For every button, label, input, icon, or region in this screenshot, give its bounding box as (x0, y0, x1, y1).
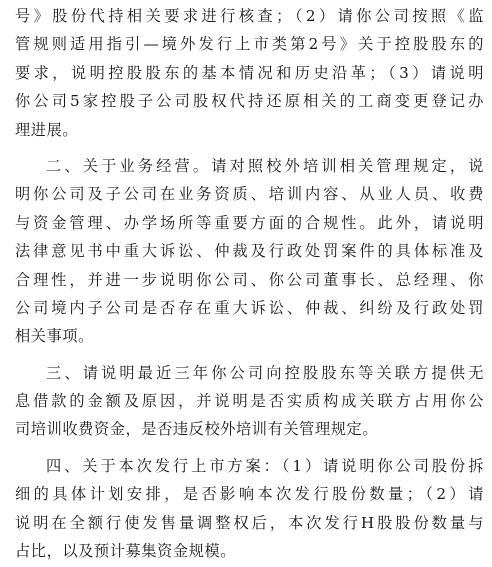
text-line: 公司境内子公司是否存在重大诉讼、仲裁、纠纷及行政处罚 (15, 298, 484, 317)
text-line: 细的具体计划安排，是否影响本次发行股份数量；（2）请 (15, 485, 484, 504)
text-line: 说明在全额行使发售量调整权后，本次发行H股股份数量与 (15, 513, 484, 532)
text-line: 占比，以及预计募集资金规模。 (15, 542, 237, 561)
text-line: 合理性，并进一步说明你公司、你公司董事长、总经理、你 (15, 270, 484, 289)
paragraph-related-party-loans (15, 359, 484, 444)
text-line: 你公司5家控股子公司股权代持还原相关的工商变更登记办 (15, 92, 484, 111)
section-heading-line: 三、请说明最近三年你公司向控股股东等关联方提供无 (46, 363, 484, 382)
section-heading-line: 二、关于业务经营。请对照校外培训相关管理规定，说 (46, 156, 484, 175)
text-line: 相关事项。 (15, 327, 94, 346)
text-line: 管规则适用指引—境外发行上市类第2号》关于控股股东的 (15, 35, 484, 54)
section-heading-line: 四、关于本次发行上市方案：（1）请说明你公司股份拆 (46, 456, 484, 475)
paragraph-shareholder-verification (15, 2, 484, 144)
paragraph-listing-plan (15, 452, 484, 566)
text-line: 明你公司及子公司在业务资质、培训内容、从业人员、收费 (15, 185, 484, 204)
text-line: 号》股份代持相关要求进行核查；（2）请你公司按照《监 (15, 7, 484, 25)
text-line: 法律意见书中重大诉讼、仲裁及行政处罚案件的具体标准及 (15, 242, 484, 261)
text-line: 要求，说明控股股东的基本情况和历史沿革；（3）请说明 (15, 63, 484, 82)
paragraph-business-operations (15, 152, 484, 351)
text-line: 理进展。 (15, 120, 79, 139)
text-line: 司培训收费资金，是否违反校外培训有关管理规定。 (15, 420, 379, 439)
text-line: 息借款的金额及原因，并说明是否实质构成关联方占用你公 (15, 392, 484, 411)
text-line: 与资金管理、办学场所等重要方面的合规性。此外，请说明 (15, 213, 484, 232)
